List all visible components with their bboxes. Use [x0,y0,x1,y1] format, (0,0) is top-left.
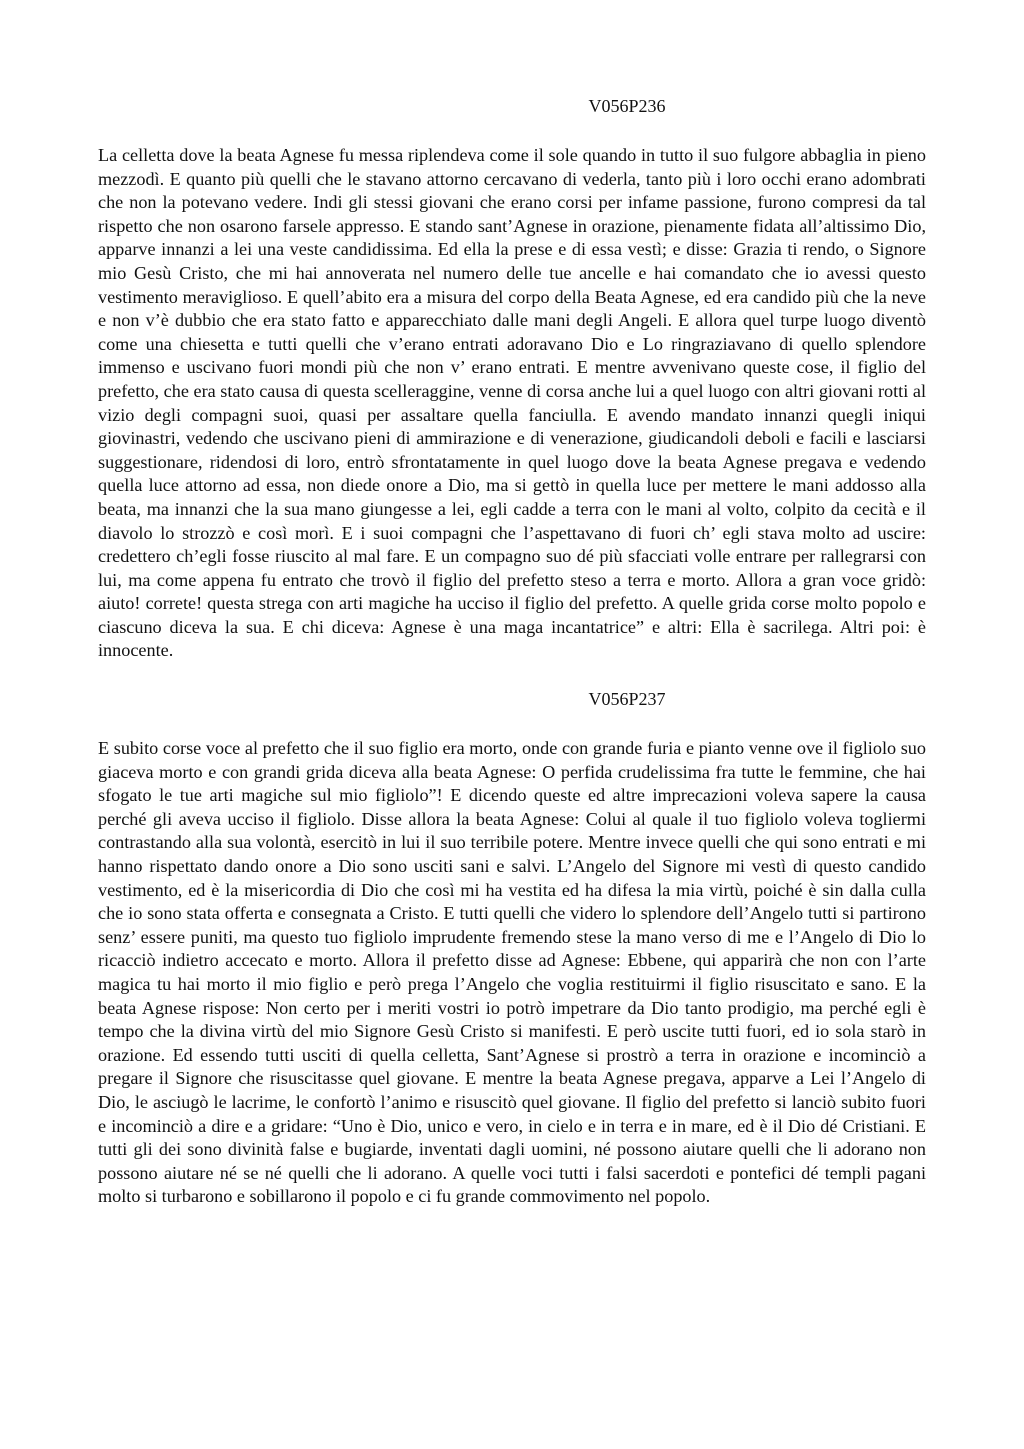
body-paragraph-2: E subito corse voce al prefetto che il suo figlio era morto, onde con grande furia e pianto venne ove il figliolo suo giaceva morto e con grandi grida diceva alla beata Agnese: O perfida crudelissima fra tutte le femmine, che hai sfogato le tue arti magiche sul mio figliolo”! E dicendo queste ed altre imprecazioni voleva sapere la causa perché gli aveva ucciso il figliolo. Disse allora la beata Agnese: Colui al quale il tuo figliolo voleva togliermi contrastando alla sua volontà, esercitò in lui il suo terribile potere. Mentre invece quelli che qui sono entrati e mi hanno rispettato dando onore a Dio sono usciti sani e salvi. L’Angelo del Signore mi vestì di questo candido vestimento, ed è la misericordia di Dio che così mi ha vestita ed ha difesa la mia virtù, poiché è sin dalla culla che io sono stata offerta e consegnata a Cristo. E tutti quelli che videro lo splendore dell’Angelo tutti si partirono senz’ essere puniti, ma questo tuo figliolo imprudente fremendo stese la mano verso di me e l’Angelo di Dio lo ricacciò indietro accecato e morto. Allora il prefetto disse ad Agnese: Ebbene, qui apparirà che non con l’arte magica tu hai morto il mio figlio e però prega l’Angelo che voglia restituirmi il figlio risuscitato e sano. E la beata Agnese rispose: Non certo per i meriti vostri io potrò impetrare da Dio tanto prodigio, ma perché egli è tempo che la divina virtù del mio Signore Gesù Cristo si manifesti. E però uscite tutti fuori, ed io sola starò in orazione. Ed essendo tutti usciti di quella celletta, Sant’Agnese si prostrò a terra in orazione e incominciò a pregare il Signore che risuscitasse quel giovane. E mentre la beata Agnese pregava, apparve a Lei l’Angelo di Dio, le asciugò le lacrime, le confortò l’animo e risuscitò quel giovane. Il figlio del prefetto si lanciò subito fuori e incominciò a dire e a gridare: “Uno è Dio, unico e vero, in cielo e in terra e in mare, ed è il Dio dé Cristiani. E tutti gli dei sono divinità false e bugiarde, inventati dagli uomini, né possono aiutare quelli che li adorano non possono aiutare né se né quelli che li adorano. A quelle voci tutti i falsi sacerdoti e pontefici dé templi pagani molto si turbarono e sobillarono il popolo e ci fu grande commovimento nel popolo. [98,738,926,1207]
page-reference-heading-1: V056P236 [588,96,666,116]
document-page [98,94,926,1209]
body-paragraph-1: La celletta dove la beata Agnese fu messa riplendeva come il sole quando in tutto il suo fulgore abbaglia in pieno mezzodì. E quanto più quelli che le stavano attorno cercavano di vederla, tanto più i loro occhi erano adombrati che non la potevano vedere. Indi gli stessi giovani che erano corsi per infame passione, furono compresi da tal rispetto che non osarono farsele appresso. E stando sant’Agnese in orazione, pienamente fidata all’altissimo Dio, apparve innanzi a lei una veste candidissima. Ed ella la prese e di essa vestì; e disse: Grazia ti rendo, o Signore mio Gesù Cristo, che mi hai annoverata nel numero delle tue ancelle e hai comandato che io avessi questo vestimento meraviglioso. E quell’abito era a misura del corpo della Beata Agnese, ed era candido più che la neve e non v’è dubbio che era stato fatto e apparecchiato dalle mani degli Angeli. E allora quel turpe luogo diventò come una chiesetta e tutti quelli che v’erano entrati adoravano Dio e Lo ringraziavano di quello splendore immenso e uscivano fuori mondi più che non v’ erano entrati. E mentre avvenivano queste cose, il figlio del prefetto, che era stato causa di questa scelleraggine, venne di corsa anche lui a quel luogo con altri giovani rotti al vizio degli compagni suoi, quasi per assaltare quella fanciulla. E avendo mandato innanzi quegli iniqui giovinastri, vedendo che uscivano pieni di ammirazione e di venerazione, giudicandoli deboli e facili e lasciarsi suggestionare, ridendosi di loro, entrò sfrontatamente in quel luogo dove la beata Agnese pregava e vedendo quella luce attorno ad essa, non diede onore a Dio, ma si gettò in quella luce per mettere le mani addosso alla beata, ma innanzi che la sua mano giungesse a lei, egli cadde a terra con le mani al volto, colpito da cecità e il diavolo lo strozzò e così morì. E i suoi compagni che l’aspettavano di fuori ch’ egli stava molto ad uscire: credettero ch’egli fosse riuscito al mal fare. E un compagno suo dé più sfacciati volle entrare per rallegrarsi con lui, ma come appena fu entrato che trovò il figlio del prefetto steso a terra e morto. Allora a gran voce gridò: aiuto! correte! questa strega con arti magiche ha ucciso il figlio del prefetto. A quelle grida corse molto popolo e ciascuno diceva la sua. E chi diceva: Agnese è una maga incantatrice” e altri: Ella è sacrilega. Altri poi: è innocente. [98,145,926,661]
page-reference-heading-2: V056P237 [588,689,666,710]
